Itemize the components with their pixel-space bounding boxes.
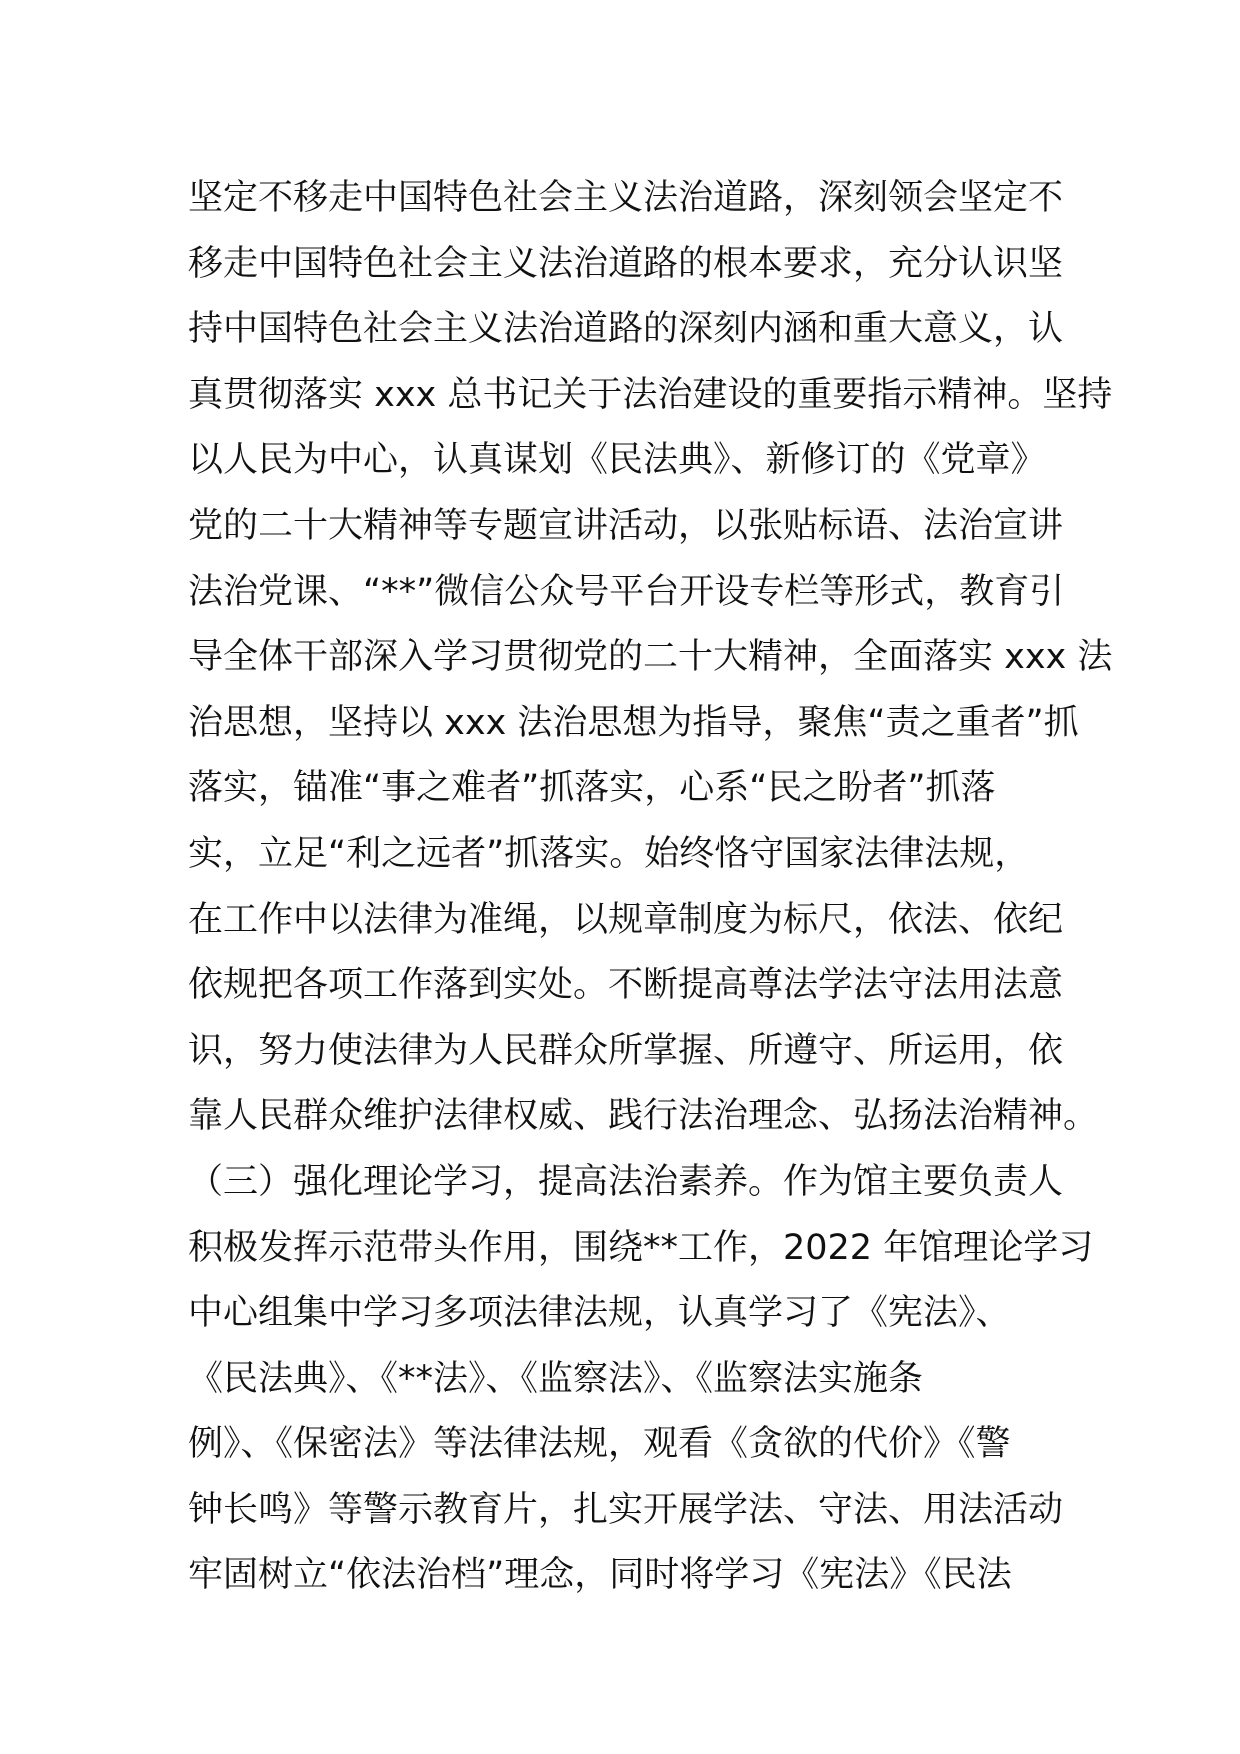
section-heading-line: （三）强化理论学习，提高法治素养。作为馆主要负责人 bbox=[188, 1161, 1064, 1202]
text-line: 牢固树立“依法治档”理念，同时将学习《宪法》《民法 bbox=[188, 1555, 1012, 1596]
text-line: 坚定不移走中国特色社会主义法治道路，深刻领会坚定不 bbox=[188, 178, 1064, 218]
text-line: 钟长鸣》等警示教育片，扎实开展学法、守法、用法活动 bbox=[188, 1489, 1064, 1530]
text-line: 导全体干部深入学习贯彻党的二十大精神，全面落实 xxx 法 bbox=[188, 637, 1113, 678]
text-line: 靠人民群众维护法律权威、践行法治理念、弘扬法治精神。 bbox=[188, 1096, 1099, 1137]
text-line: 法治党课、“**”微信公众号平台开设专栏等形式，教育引 bbox=[188, 571, 1065, 612]
text-line: 真贯彻落实 xxx 总书记关于法治建设的重要指示精神。坚持 bbox=[188, 374, 1113, 415]
text-line: 落实，锚准“事之难者”抓落实，心系“民之盼者”抓落 bbox=[188, 768, 996, 809]
text-line: 治思想，坚持以 xxx 法治思想为指导，聚焦“责之重者”抓 bbox=[188, 702, 1079, 743]
text-line: 《民法典》、《**法》、《监察法》、《监察法实施条 bbox=[188, 1358, 924, 1399]
body-text bbox=[188, 166, 1113, 1609]
text-line: 以人民为中心，认真谋划《民法典》、新修订的《党章》 bbox=[188, 440, 1046, 481]
text-line: 识，努力使法律为人民群众所掌握、所遵守、所运用，依 bbox=[188, 1030, 1064, 1071]
text-line: 在工作中以法律为准绳，以规章制度为标尺，依法、依纪 bbox=[188, 899, 1064, 940]
text-line: 党的二十大精神等专题宣讲活动，以张贴标语、法治宣讲 bbox=[188, 505, 1064, 546]
text-line: 持中国特色社会主义法治道路的深刻内涵和重大意义，认 bbox=[188, 309, 1064, 350]
text-line: 例》、《保密法》等法律法规，观看《贪欲的代价》《警 bbox=[188, 1424, 1011, 1465]
text-line: 依规把各项工作落到实处。不断提高尊法学法守法用法意 bbox=[188, 965, 1064, 1006]
text-line: 中心组集中学习多项法律法规，认真学习了《宪法》、 bbox=[188, 1293, 1011, 1334]
text-line: 实，立足“利之远者”抓落实。始终恪守国家法律法规， bbox=[188, 833, 1030, 874]
text-line: 移走中国特色社会主义法治道路的根本要求，充分认识坚 bbox=[188, 243, 1064, 284]
text-line: 积极发挥示范带头作用，围绕**工作，2022 年馆理论学习 bbox=[188, 1227, 1094, 1268]
